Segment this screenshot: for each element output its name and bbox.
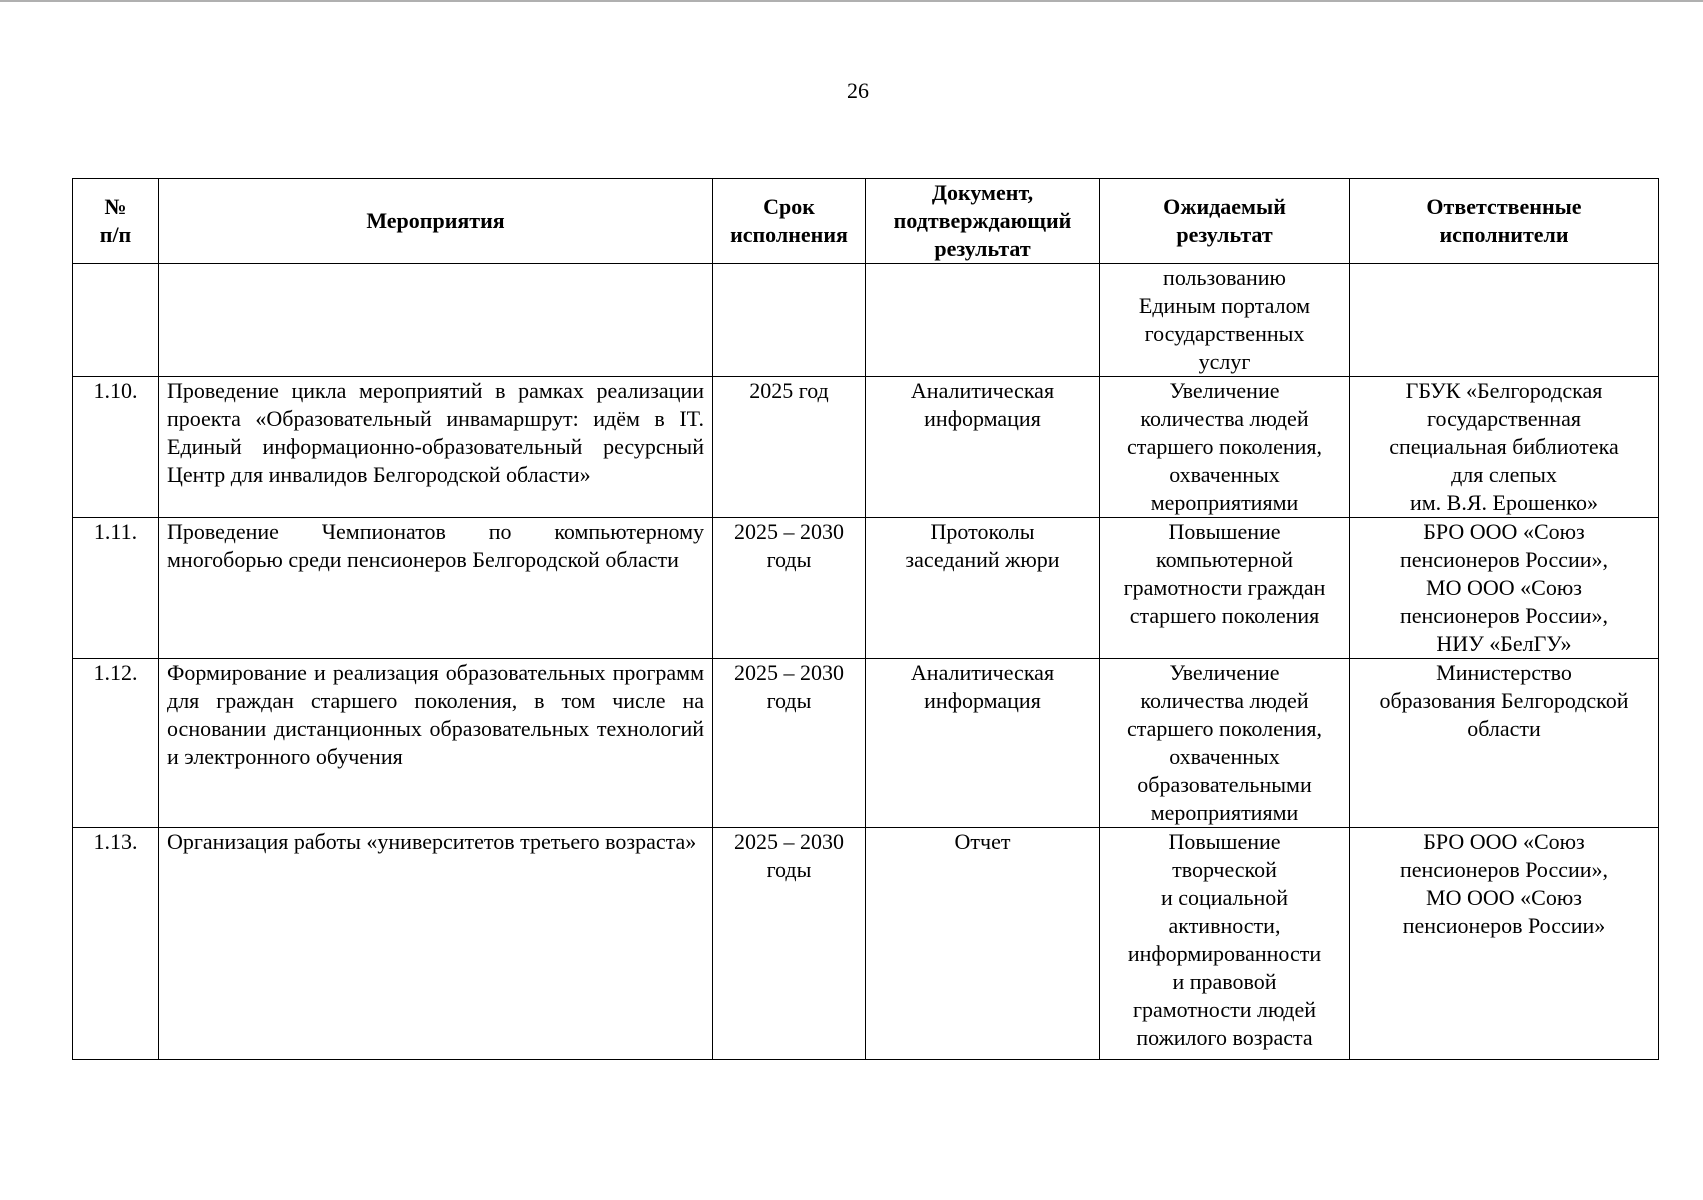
header-line: результат [934, 236, 1031, 261]
cell-responsible [1350, 264, 1659, 377]
cell-responsible-line: пенсионеров России», [1399, 547, 1609, 572]
table-body [73, 264, 1659, 1060]
table-row [73, 659, 1659, 828]
cell-term [713, 518, 866, 659]
cell-responsible-line: им. В.Я. Ерошенко» [1409, 490, 1599, 515]
cell-responsible-line: государственная [1427, 406, 1581, 431]
activities-table [72, 178, 1659, 1060]
cell-responsible [1350, 659, 1659, 828]
cell-responsible-line: специальная библиотека [1389, 434, 1619, 459]
cell-responsible-line: для слепых [1451, 462, 1557, 487]
scan-top-edge [0, 0, 1703, 2]
cell-result [1100, 518, 1350, 659]
cell-responsible-line: пенсионеров России», [1399, 603, 1609, 628]
table-row [73, 518, 1659, 659]
cell-term [713, 264, 866, 377]
cell-result-line: Повышение [1168, 519, 1281, 544]
cell-result-line: Увеличение [1169, 660, 1280, 685]
header-line: п/п [99, 222, 132, 247]
cell-result-line: образовательными [1137, 772, 1312, 797]
cell-responsible-line: МО ООО «Союз [1426, 575, 1582, 600]
cell-document-line: Аналитическая [910, 660, 1055, 685]
header-number [73, 179, 159, 264]
cell-responsible-line: МО ООО «Союз [1426, 885, 1582, 910]
cell-responsible-line: БРО ООО «Союз [1423, 519, 1585, 544]
cell-result-line: Увеличение [1169, 378, 1280, 403]
cell-result [1100, 659, 1350, 828]
cell-result-line: информированности [1127, 941, 1322, 966]
cell-result [1100, 377, 1350, 518]
header-line: Срок [763, 194, 815, 219]
cell-responsible [1350, 828, 1659, 1060]
page-number: 26 [847, 78, 869, 103]
header-line: исполнители [1439, 222, 1569, 247]
cell-document [866, 828, 1100, 1060]
header-line: Ответственные [1426, 194, 1582, 219]
cell-responsible-line: пенсионеров России», [1399, 857, 1609, 882]
cell-result-line: старшего поколения [1129, 603, 1320, 628]
cell-responsible-line: Министерство [1436, 660, 1572, 685]
header-line: Мероприятия [366, 208, 505, 233]
header-responsible [1350, 179, 1659, 264]
cell-result-line: количества людей [1140, 406, 1309, 431]
cell-term [713, 377, 866, 518]
table-row [73, 264, 1659, 377]
header-line: подтверждающий [893, 208, 1072, 233]
table-row [73, 377, 1659, 518]
cell-result-line: количества людей [1140, 688, 1309, 713]
cell-result-line: охваченных [1169, 462, 1280, 487]
cell-result-line: мероприятиями [1150, 800, 1299, 825]
cell-number: 1.10. [73, 377, 159, 518]
header-result [1100, 179, 1350, 264]
header-line: исполнения [730, 222, 848, 247]
cell-result-line: Повышение [1168, 829, 1281, 854]
cell-responsible [1350, 518, 1659, 659]
cell-result-line: старшего поколения, [1126, 716, 1323, 741]
cell-number: 1.11. [73, 518, 159, 659]
header-term [713, 179, 866, 264]
cell-activity: Проведение цикла мероприятий в рамках реализации проекта «Образовательный инвамаршрут: идём в IT. Единый информационно-образовательный ресурсный Центр для инвалидов Белгородской области» [159, 377, 713, 518]
cell-result-line: пожилого возраста [1136, 1025, 1313, 1050]
cell-document-line: Аналитическая [910, 378, 1055, 403]
cell-result-line: услуг [1198, 349, 1251, 374]
cell-document-line: Протоколы [930, 519, 1035, 544]
cell-document-line: информация [924, 406, 1041, 431]
header-line: результат [1176, 222, 1273, 247]
cell-activity: Проведение Чемпионатов по компьютерному многоборью среди пенсионеров Белгородской области [159, 518, 713, 659]
cell-result-line: грамотности людей [1132, 997, 1317, 1022]
header-activities [159, 179, 713, 264]
cell-term-line: годы [766, 857, 812, 882]
cell-document [866, 518, 1100, 659]
cell-result-line: Единым порталом [1138, 293, 1311, 318]
cell-term-line: годы [766, 688, 812, 713]
header-line: № [104, 194, 127, 219]
cell-result-line: пользованию [1163, 265, 1286, 290]
cell-activity: Организация работы «университетов третьего возраста» [159, 828, 713, 1060]
header-line: Ожидаемый [1163, 194, 1286, 219]
cell-result-line: охваченных [1169, 744, 1280, 769]
cell-activity: Формирование и реализация образовательных программ для граждан старшего поколения, в том числе на основании дистанционных образовательных технологий и электронного обучения [159, 659, 713, 828]
header-document [866, 179, 1100, 264]
header-line: Документ, [931, 180, 1034, 205]
cell-term-line: 2025 – 2030 [734, 829, 844, 854]
cell-responsible [1350, 377, 1659, 518]
cell-number [73, 264, 159, 377]
cell-document-line: заседаний жюри [905, 547, 1060, 572]
cell-responsible-line: области [1467, 716, 1541, 741]
cell-result-line: мероприятиями [1150, 490, 1299, 515]
cell-document-line: Отчет [954, 829, 1011, 854]
cell-term-line: 2025 – 2030 [734, 519, 844, 544]
table-header-row [73, 179, 1659, 264]
cell-term-line: 2025 – 2030 [734, 660, 844, 685]
cell-responsible-line: образования Белгородской [1379, 688, 1629, 713]
cell-document [866, 264, 1100, 377]
cell-result-line: компьютерной [1156, 547, 1293, 572]
cell-responsible-line: пенсионеров России» [1402, 913, 1606, 938]
cell-responsible-line: ГБУК «Белгородская [1405, 378, 1603, 403]
cell-responsible-line: НИУ «БелГУ» [1436, 631, 1572, 656]
cell-result-line: и социальной [1160, 885, 1289, 910]
cell-activity [159, 264, 713, 377]
cell-result-line: грамотности граждан [1123, 575, 1326, 600]
cell-responsible-line: БРО ООО «Союз [1423, 829, 1585, 854]
cell-result-line: старшего поколения, [1126, 434, 1323, 459]
cell-result-line: активности, [1168, 913, 1281, 938]
cell-result [1100, 264, 1350, 377]
cell-result-line: творческой [1172, 857, 1277, 882]
cell-term [713, 828, 866, 1060]
table-row [73, 828, 1659, 1060]
cell-number: 1.12. [73, 659, 159, 828]
cell-result [1100, 828, 1350, 1060]
cell-document-line: информация [924, 688, 1041, 713]
cell-document [866, 659, 1100, 828]
cell-term-line: годы [766, 547, 812, 572]
cell-number: 1.13. [73, 828, 159, 1060]
cell-result-line: и правовой [1172, 969, 1277, 994]
cell-result-line: государственных [1144, 321, 1305, 346]
cell-term-line: 2025 год [749, 378, 829, 403]
cell-term [713, 659, 866, 828]
cell-document [866, 377, 1100, 518]
